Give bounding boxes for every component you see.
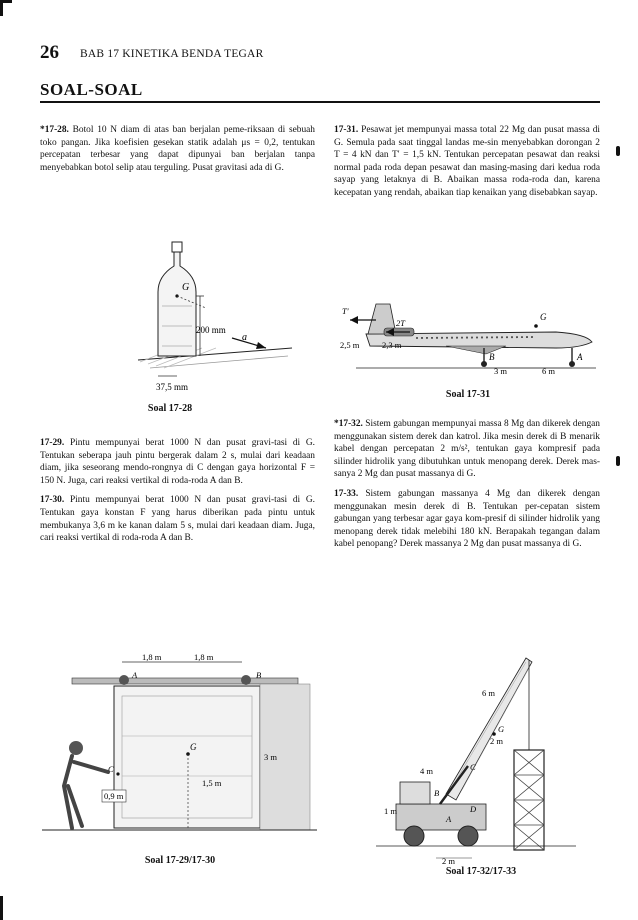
right-column-bottom bbox=[334, 418, 600, 558]
title-rule bbox=[40, 101, 600, 103]
page-number: 26 bbox=[40, 42, 59, 63]
dim-6: 6 m bbox=[482, 688, 495, 698]
dim-height: 200 mm bbox=[196, 325, 226, 335]
label-g: G bbox=[190, 742, 197, 752]
label-b: B bbox=[434, 788, 440, 798]
label-a: A bbox=[446, 814, 452, 824]
label-g: G bbox=[540, 312, 547, 322]
label-g: G bbox=[182, 282, 190, 293]
dim-3: 3 m bbox=[264, 752, 277, 762]
section-title: SOAL-SOAL bbox=[40, 80, 143, 99]
chapter-title: BAB 17 KINETIKA BENDA TEGAR bbox=[80, 48, 264, 60]
label-a: A bbox=[577, 352, 583, 362]
dim-18a: 1,8 m bbox=[142, 652, 162, 662]
margin-dot bbox=[616, 456, 620, 466]
page-header bbox=[40, 42, 600, 66]
label-a: A bbox=[132, 670, 138, 680]
label-b: B bbox=[489, 352, 495, 362]
dim-base: 37,5 mm bbox=[156, 382, 189, 392]
figure-jet bbox=[336, 296, 598, 376]
dim-18b: 1,8 m bbox=[194, 652, 214, 662]
problem-17-30: 17-30. Pintu mempunyai berat 1000 N dan pusat gravi-tasi di G. Tentukan gaya konstan F yang harus diberikan pada pintu untuk membukanya 3,6 m ke kanan dalam 5 s, mulai dari keadaan diam. Juga, cari reaksi vertikal di roda-roda A dan B. bbox=[40, 495, 315, 544]
corner-mark bbox=[0, 0, 12, 3]
dim-15: 1,5 m bbox=[202, 778, 222, 788]
label-c: C bbox=[470, 762, 476, 772]
caption-17-31: Soal 17-31 bbox=[445, 389, 491, 400]
bottom-mark bbox=[0, 896, 3, 920]
problem-17-28: *17-28. Botol 10 N diam di atas ban berjalan peme-riksaan di sebuah toko pangan. Jika koefisien gesekan statik adalah μs = 0,2, tentukan percepatan terbesar yang dapat dipunyai ban berjalan tanpa menyebabkan botol selip atau terguling. Pusat gravitasi ada di G. bbox=[40, 125, 315, 173]
problem-17-31: 17-31. Pesawat jet mempunyai massa total 22 Mg dan pusat massa di G. Semula pada saat tinggal landas me-sin menyebabkan dorongan 2 T = 4 kN dan T′ = 1,5 kN. Tentukan percepatan pesawat dan reaksi normal pada roda depan pesawat dan masing-masing dari kedua roda sayap yang letaknya di B. Abaikan massa roda-roda dan, karena kecepatan yang rendah, abaikan tiap kenaikan yang disebabkan sayap. bbox=[334, 125, 600, 198]
caption-17-28: Soal 17-28 bbox=[147, 403, 193, 414]
dim-1: 1 m bbox=[384, 806, 397, 816]
label-2t: 2T bbox=[396, 318, 405, 328]
margin-dot bbox=[616, 146, 620, 156]
dim-6: 6 m bbox=[542, 366, 555, 376]
label-g: G bbox=[498, 724, 505, 734]
left-column-top bbox=[40, 124, 315, 181]
dim-2b: 2 m bbox=[442, 856, 455, 866]
label-d: D bbox=[470, 804, 477, 814]
problem-17-33: 17-33. Sistem gabungan massanya 4 Mg dan dikerek dengan menggunakan mesin derek di B. Tentukan per-cepatan sistem gabungan yang terbesar agar gaya kom-presif di silinder hidrolik yang menopang derek tidak melebihi 180 kN. Berapakah tegangan dalam kabel penopang? Derek massanya 2 Mg dan pusat massanya di G. bbox=[334, 488, 600, 550]
left-column-bottom bbox=[40, 437, 315, 552]
problem-17-32: *17-32. Sistem gabungan mempunyai massa 8 Mg dan dikerek dengan menggunakan sistem derek dan katrol. Jika mesin derek di B menarik kabel dengan percepatan 2 m/s², tentukan gaya kompresif pada silinder hidrolik yang dibutuhkan untuk menopang derek. Derek mas-sanya 2 Mg dan pusat massanya di G. bbox=[334, 419, 600, 480]
figure-door bbox=[42, 650, 322, 840]
dim-4: 4 m bbox=[420, 766, 433, 776]
dim-23: 2,3 m bbox=[382, 340, 402, 350]
right-column-top bbox=[334, 124, 600, 207]
dim-09: 0,9 m bbox=[104, 791, 124, 801]
dim-25: 2,5 m bbox=[340, 340, 360, 350]
label-tprime: T′ bbox=[342, 306, 349, 316]
label-c: C bbox=[108, 764, 114, 774]
caption-17-32: Soal 17-32/17-33 bbox=[445, 866, 517, 877]
label-a: a bbox=[242, 332, 247, 343]
caption-17-29: Soal 17-29/17-30 bbox=[144, 855, 216, 866]
label-b: B bbox=[256, 670, 262, 680]
dim-3: 3 m bbox=[494, 366, 507, 376]
problem-17-29: 17-29. Pintu mempunyai berat 1000 N dan pusat gravi-tasi di G. Tentukan seberapa jauh pintu bergerak dalam 2 s, mulai dari keadaan diam, jika seseorang mendo-rongnya di C dengan gaya horizontal F = 150 N. Juga, cari reaksi vertikal di roda-roda A dan B. bbox=[40, 438, 315, 486]
figure-bottle bbox=[120, 236, 310, 396]
dim-2: 2 m bbox=[490, 736, 503, 746]
figure-crane bbox=[376, 644, 576, 866]
